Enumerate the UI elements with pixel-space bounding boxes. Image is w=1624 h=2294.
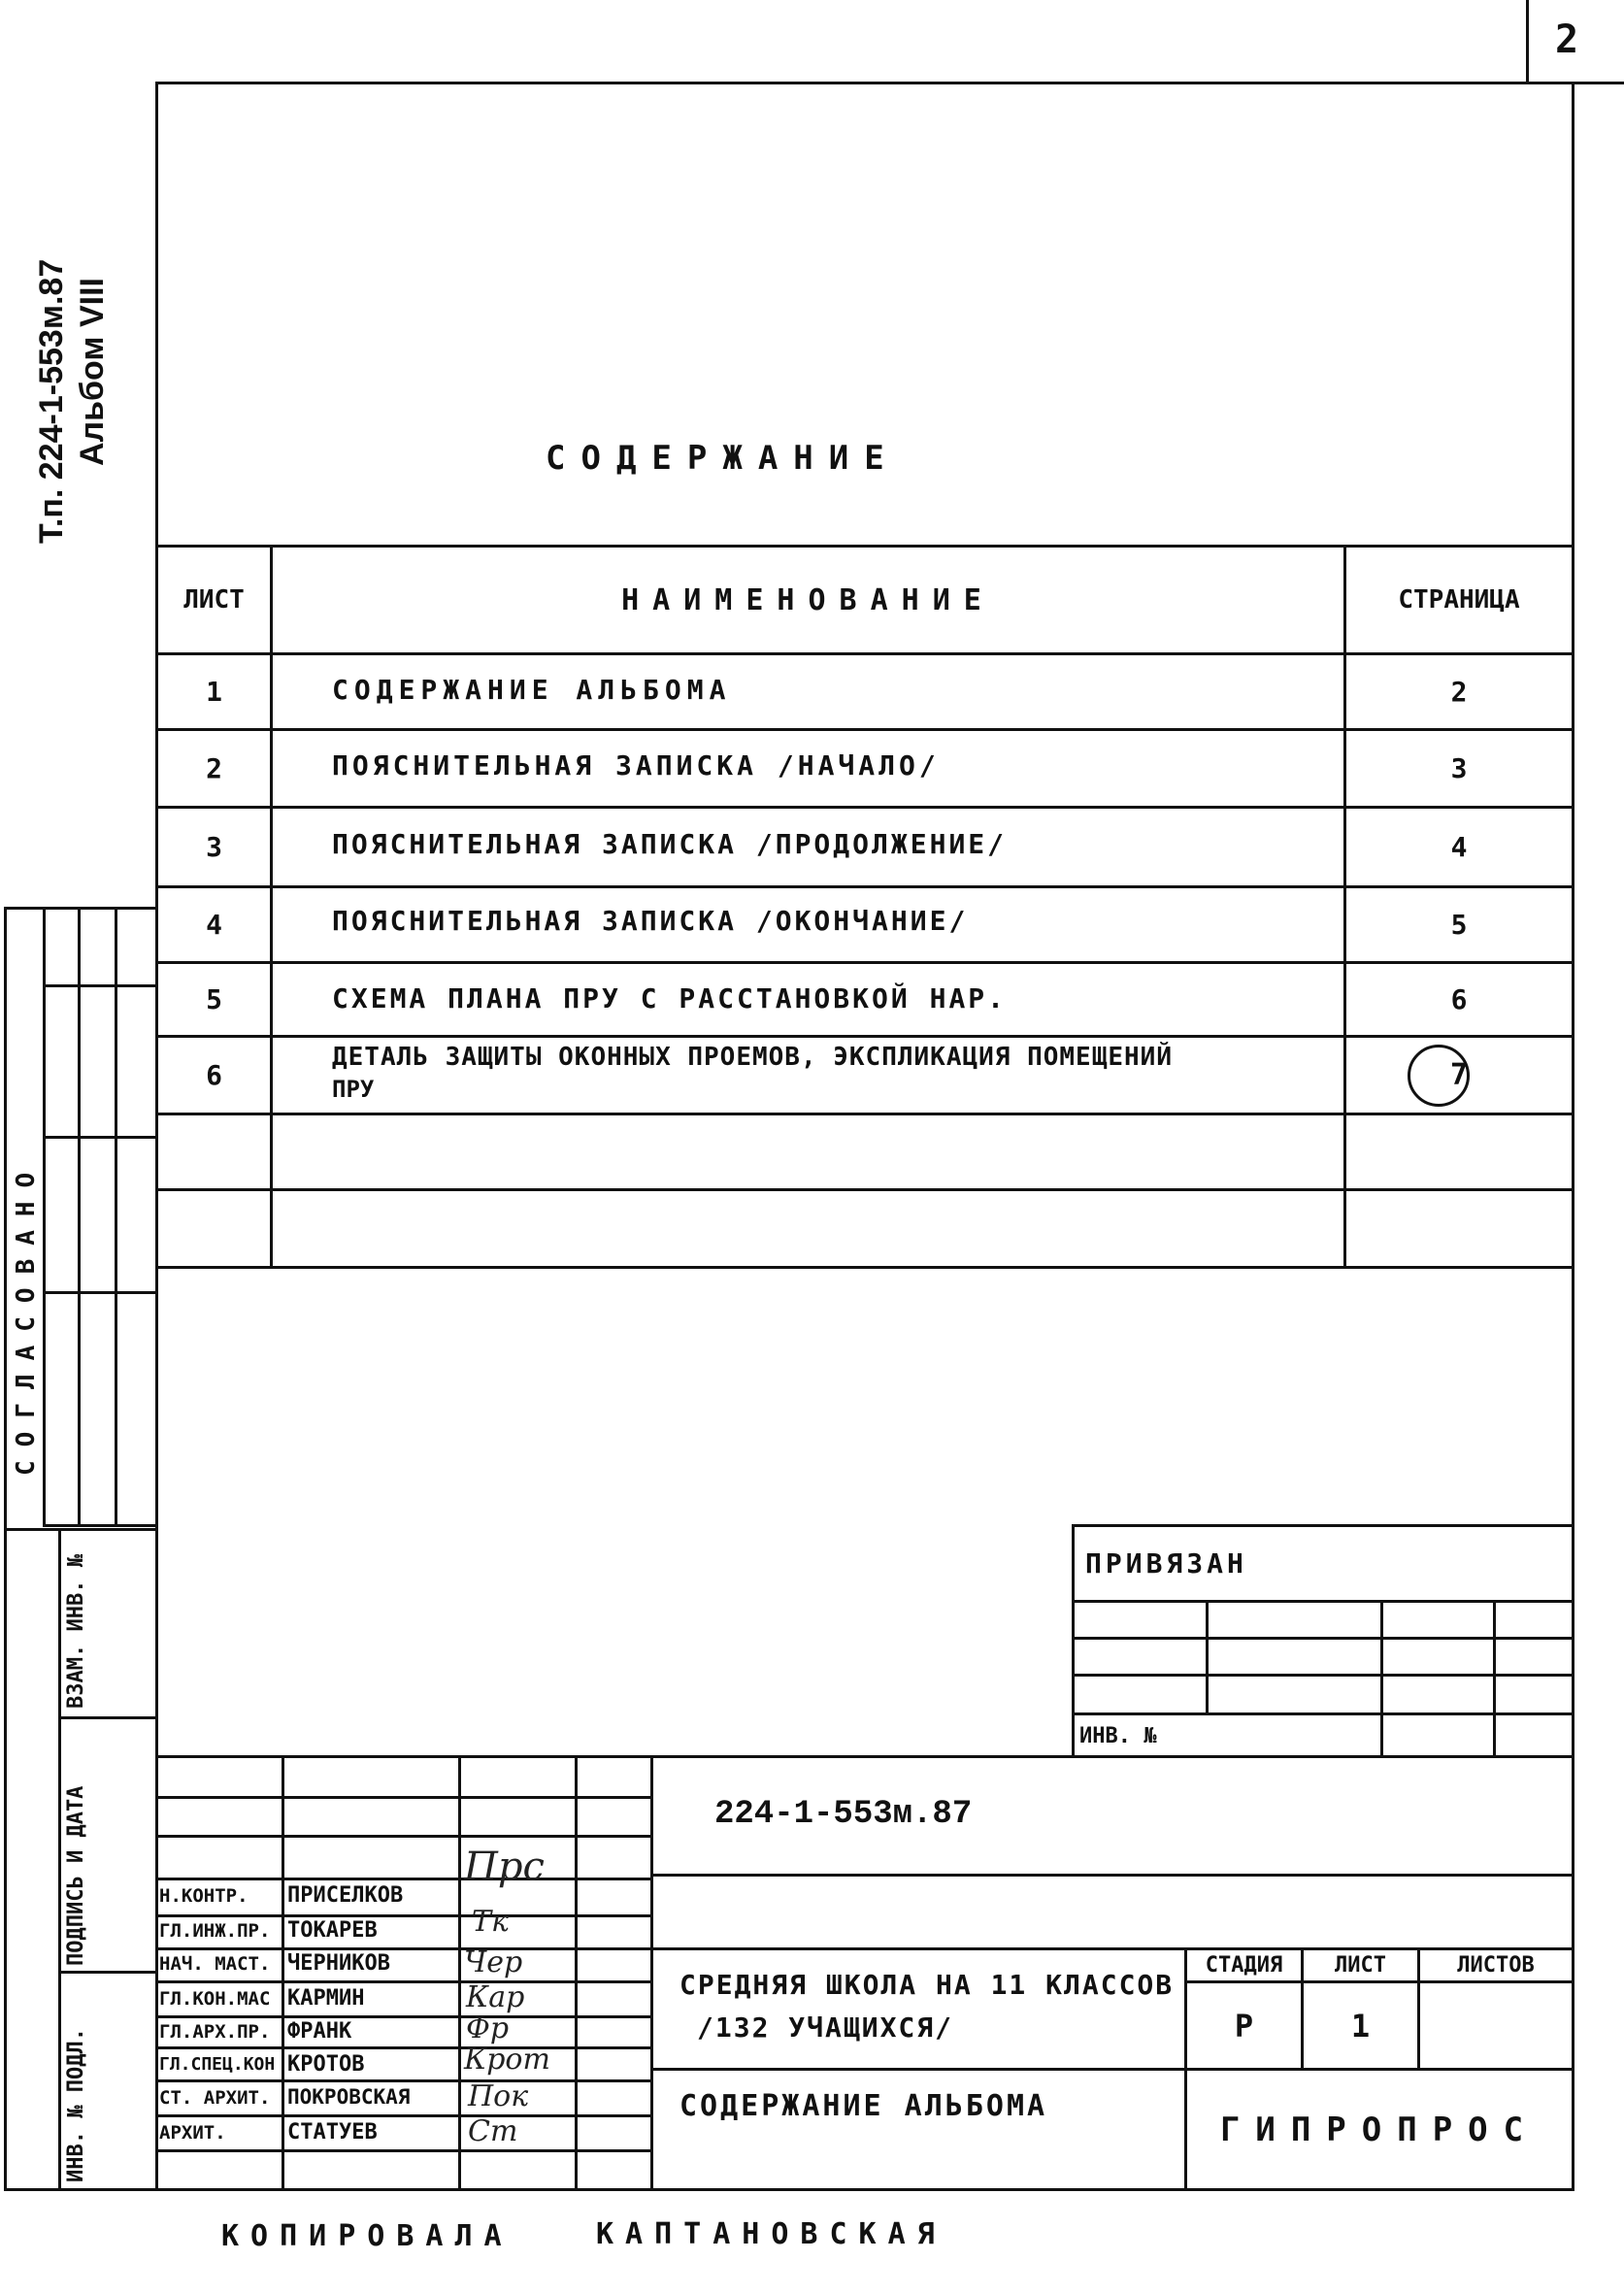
name-3: ЧЕРНИКОВ — [287, 1951, 390, 1976]
signature-1: Прс — [464, 1845, 545, 1889]
name-5: ФРАНК — [287, 2019, 352, 2044]
role-8: АРХИТ. — [159, 2122, 226, 2144]
name-7: ПОКРОВСКАЯ — [287, 2085, 411, 2109]
page-number: 2 — [1555, 17, 1579, 62]
row-2-name: ПОЯСНИТЕЛЬНАЯ ЗАПИСКА /НАЧАЛО/ — [332, 749, 940, 781]
signature-5: Фр — [466, 2011, 510, 2045]
row-3-sheet: 3 — [206, 831, 222, 863]
row-6-sheet: 6 — [206, 1059, 222, 1091]
signature-6: Крот — [464, 2043, 550, 2077]
sheets-label: ЛИСТОВ — [1457, 1953, 1535, 1978]
frame-bottom — [155, 2188, 1574, 2191]
header-sheet: ЛИСТ — [183, 585, 245, 615]
signature-7: Пок — [468, 2079, 529, 2113]
row-5-sheet: 5 — [206, 983, 222, 1015]
inv-orig-label: ИНВ. № ПОДЛ. — [64, 2028, 88, 2182]
document-title: СОДЕРЖАНИЕ АЛЬБОМА — [679, 2089, 1048, 2123]
stage-label: СТАДИЯ — [1205, 1953, 1283, 1978]
role-1: Н.КОНТР. — [159, 1885, 249, 1907]
row-6-page: 7 — [1449, 1058, 1469, 1092]
row-4-page: 5 — [1450, 909, 1468, 941]
project-line-2: /132 УЧАЩИХСЯ/ — [697, 2011, 954, 2044]
row-3-page: 4 — [1450, 831, 1468, 863]
name-1: ПРИСЕЛКОВ — [287, 1883, 404, 1908]
role-3: НАЧ. МАСТ. — [159, 1953, 271, 1975]
signature-4: Кар — [466, 1980, 525, 2014]
row-2-page: 3 — [1450, 752, 1468, 784]
role-5: ГЛ.АРХ.ПР. — [159, 2021, 271, 2043]
binding-title: ПРИВЯЗАН — [1085, 1547, 1247, 1579]
drawing-code: 224-1-553м.87 — [714, 1796, 973, 1833]
binding-inv: ИНВ. № — [1079, 1724, 1157, 1748]
row-1-sheet: 1 — [206, 676, 222, 708]
name-2: ТОКАРЕВ — [287, 1918, 378, 1943]
signature-2: Тк — [472, 1905, 509, 1939]
name-4: КАРМИН — [287, 1986, 365, 2011]
name-8: СТАТУЕВ — [287, 2120, 378, 2144]
row-3-name: ПОЯСНИТЕЛЬНАЯ ЗАПИСКА /ПРОДОЛЖЕНИЕ/ — [332, 828, 1008, 860]
margin-title-line2: Альбом VIII — [74, 278, 111, 466]
frame-top — [155, 82, 1574, 84]
agreed-label: СОГЛАСОВАНО — [12, 1158, 41, 1476]
row-4-sheet: 4 — [206, 909, 222, 941]
stage-value: Р — [1234, 2007, 1254, 2045]
header-name: НАИМЕНОВАНИЕ — [621, 582, 995, 617]
role-7: СТ. АРХИТ. — [159, 2087, 271, 2109]
role-6: ГЛ.СПЕЦ.КОН — [159, 2054, 276, 2075]
row-5-name: СХЕМА ПЛАНА ПРУ С РАССТАНОВКОЙ НАР. — [332, 982, 1008, 1014]
role-4: ГЛ.КОН.МАС — [159, 1988, 271, 2010]
signature-3: Чер — [464, 1945, 523, 1979]
sign-date-label: ПОДПИСЬ И ДАТА — [64, 1785, 88, 1966]
row-6-name: ДЕТАЛЬ ЗАЩИТЫ ОКОННЫХ ПРОЕМОВ, ЭКСПЛИКАЦИЯ ПОМЕЩЕНИЙ — [332, 1043, 1173, 1072]
row-1-name: СОДЕРЖАНИЕ АЛЬБОМА — [332, 674, 732, 706]
organization: ГИПРОПРОС — [1219, 2110, 1540, 2149]
row-6-name-cont: ПРУ — [332, 1076, 375, 1103]
row-5-page: 6 — [1450, 983, 1468, 1015]
sheet-value: 1 — [1350, 2007, 1371, 2045]
header-page: СТРАНИЦА — [1398, 585, 1520, 615]
sheet-label: ЛИСТ — [1335, 1953, 1386, 1978]
row-2-sheet: 2 — [206, 752, 222, 784]
signature-8: Ст — [468, 2114, 518, 2148]
project-line-1: СРЕДНЯЯ ШКОЛА НА 11 КЛАССОВ — [679, 1969, 1175, 2001]
copied-label: КОПИРОВАЛА — [221, 2219, 514, 2253]
sheets-value — [1420, 1983, 1572, 2068]
copied-name: КАПТАНОВСКАЯ — [596, 2217, 946, 2251]
inv-replace-label: ВЗАМ. ИНВ. № — [64, 1554, 88, 1709]
margin-title-line1: Т.п. 224-1-553м.87 — [33, 258, 70, 544]
role-2: ГЛ.ИНЖ.ПР. — [159, 1920, 271, 1942]
row-1-page: 2 — [1450, 676, 1468, 708]
row-4-name: ПОЯСНИТЕЛЬНАЯ ЗАПИСКА /ОКОНЧАНИЕ/ — [332, 905, 969, 937]
page-heading: СОДЕРЖАНИЕ — [546, 439, 900, 478]
name-6: КРОТОВ — [287, 2052, 365, 2077]
